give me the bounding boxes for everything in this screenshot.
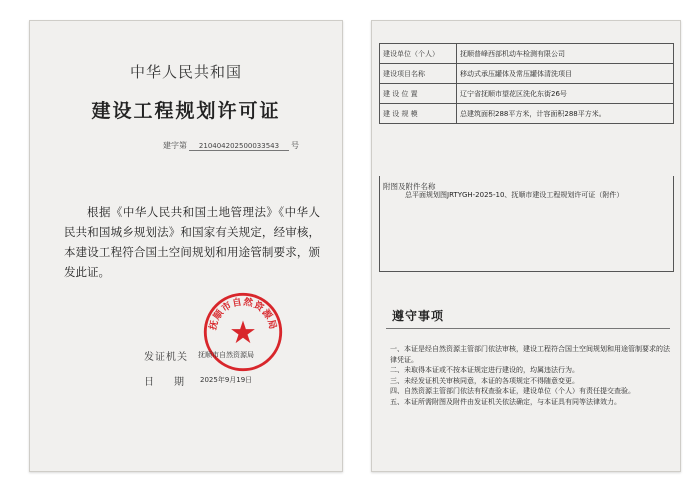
rules-list bbox=[390, 344, 670, 407]
attachments-text: 总平面规划图JRTYGH-2025-10、抚顺市建设工程规划许可证（附件） bbox=[405, 191, 624, 199]
list-item: 四、自然资源主管部门依法有权查验本证，建设单位（个人）有责任提交查验。 bbox=[390, 387, 635, 395]
list-item: 一、本证是经自然资源主管部门依法审核，建设工程符合国土空间规划和用途管制要求的法律凭证。 bbox=[390, 345, 670, 364]
certificate-body-text: 根据《中华人民共和国土地管理法》《中华人民共和国城乡规划法》和国家有关规定，经审核，本建设工程符合国土空间规划和用途管制要求，颁发此证。 bbox=[64, 205, 320, 279]
certificate-number-suffix: 号 bbox=[291, 141, 299, 150]
list-item: 五、本证所需附图及附件由发证机关依法确定，与本证具有同等法律效力。 bbox=[390, 397, 621, 406]
issuer-value: 抚顺市自然资源局 bbox=[198, 351, 254, 359]
seal-text: 抚顺市自然资源局 bbox=[207, 296, 279, 332]
certificate-number-row bbox=[163, 140, 299, 151]
certificate-front-page bbox=[29, 20, 343, 472]
table-cell-label: 建 设 规 模 bbox=[380, 104, 457, 124]
attachments-label: 附图及附件名称 bbox=[383, 182, 436, 191]
table-row bbox=[380, 84, 674, 104]
project-info-table bbox=[379, 43, 674, 124]
issuer-label: 发证机关 bbox=[144, 352, 188, 363]
certificate-back-page bbox=[371, 20, 681, 472]
rules-divider bbox=[386, 328, 670, 329]
table-cell-value: 辽宁省抚顺市望花区洗化东街26号 bbox=[457, 84, 674, 104]
table-row bbox=[380, 104, 674, 124]
official-seal bbox=[202, 291, 284, 373]
table-cell-value: 移动式承压罐体及常压罐体清洗项目 bbox=[457, 64, 674, 84]
issue-date-value: 2025年9月19日 bbox=[200, 376, 253, 384]
table-cell-value: 总建筑面积288平方米，计容面积288平方米。 bbox=[457, 104, 674, 124]
certificate-number: 210404202500033543 bbox=[189, 142, 289, 151]
list-item: 三、未经发证机关审核同意，本证的各项规定不得随意变更。 bbox=[390, 376, 579, 385]
table-cell-label: 建设单位（个人） bbox=[380, 44, 457, 64]
table-row bbox=[380, 64, 674, 84]
table-row bbox=[380, 44, 674, 64]
table-cell-value: 抚顺普峰西部机动车检测有限公司 bbox=[457, 44, 674, 64]
table-cell-label: 建设项目名称 bbox=[380, 64, 457, 84]
country-name: 中华人民共和国 bbox=[129, 63, 242, 81]
certificate-title: 建设工程规划许可证 bbox=[91, 100, 281, 122]
seal-star-icon bbox=[231, 321, 255, 344]
list-item: 二、未取得本证或不按本证规定进行建设的，均属违法行为。 bbox=[390, 366, 579, 374]
certificate-number-prefix: 建字第 bbox=[163, 141, 187, 150]
rules-title: 遵守事项 bbox=[392, 309, 445, 323]
table-cell-label: 建 设 位 置 bbox=[380, 84, 457, 104]
issue-date-label: 日 期 bbox=[144, 377, 184, 388]
